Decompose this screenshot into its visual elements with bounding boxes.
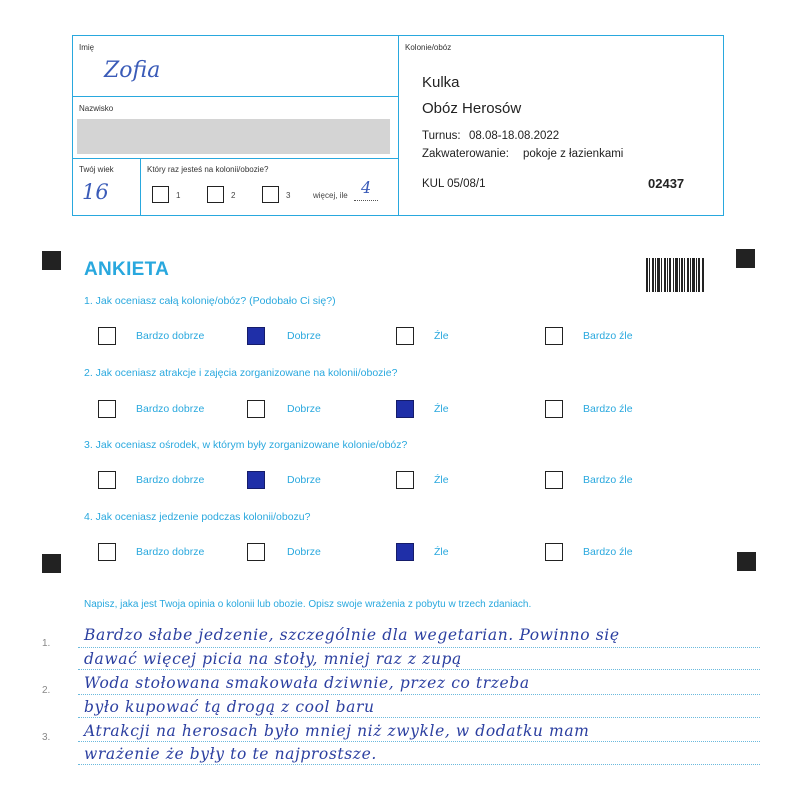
q4-zle-label: Źle [434,546,449,558]
q2-bardzo-dobrze-label: Bardzo dobrze [136,403,205,415]
nazwisko-redacted [77,119,390,154]
header-divider-1 [72,96,399,97]
handwritten-line-6: wrażenie że były to te najprostsze. [84,745,377,763]
q1-dobrze-label: Dobrze [287,330,321,342]
q4-dobrze-label: Dobrze [287,546,321,558]
q4-dobrze-checkbox[interactable] [247,543,265,561]
q4-zle-checkbox[interactable] [396,543,414,561]
ktory-raz-label: Który raz jesteś na kolonii/obozie? [147,165,269,174]
registration-marker-tr [736,249,755,268]
answer-line-6 [78,764,760,765]
zakwaterowanie-value: pokoje z łazienkami [523,148,624,160]
camp-label: Kolonie/obóz [405,43,452,52]
camp-code: KUL 05/08/1 [422,178,486,190]
question-4: 4. Jak oceniasz jedzenie podczas kolonii/obozu? [84,511,311,523]
registration-marker-tl [42,251,61,270]
q3-dobrze-label: Dobrze [287,474,321,486]
line-number-2: 2. [42,685,51,696]
nazwisko-label: Nazwisko [79,104,114,113]
camp-number: 02437 [648,176,685,191]
q4-bardzo-dobrze-checkbox[interactable] [98,543,116,561]
handwritten-line-3: Woda stołowana smakowała dziwnie, przez co trzeba [84,674,530,692]
q3-bardzo-dobrze-checkbox[interactable] [98,471,116,489]
handwritten-line-2: dawać więcej picia na stoły, mniej raz z zupą [84,650,462,668]
turnus-value: 08.08-18.08.2022 [469,130,560,142]
registration-marker-br [737,552,756,571]
handwritten-line-1: Bardzo słabe jedzenie, szczególnie dla wegetarian. Powinno się [84,626,620,644]
zakwaterowanie-label: Zakwaterowanie: [422,148,509,160]
line-number-3: 3. [42,732,51,743]
q2-bardzo-zle-label: Bardzo źle [583,403,633,415]
imie-value: Zofia [104,58,161,83]
handwritten-line-4: było kupować tą drogą z cool baru [84,698,375,716]
visit-checkbox-3[interactable] [262,186,279,203]
barcode-icon [646,258,704,292]
q3-bardzo-zle-label: Bardzo źle [583,474,633,486]
q3-bardzo-dobrze-label: Bardzo dobrze [136,474,205,486]
q2-bardzo-zle-checkbox[interactable] [545,400,563,418]
line-number-1: 1. [42,638,51,649]
q1-zle-checkbox[interactable] [396,327,414,345]
answer-line-2 [78,669,760,670]
header-divider-2 [72,158,399,159]
open-question-prompt: Napisz, jaka jest Twoja opinia o kolonii lub obozie. Opisz swoje wrażenia z pobytu w trzech zdaniach. [84,599,532,610]
q3-bardzo-zle-checkbox[interactable] [545,471,563,489]
camp-name: Kulka [422,74,460,91]
survey-title: ANKIETA [84,259,170,280]
wiek-value: 16 [82,180,109,204]
q2-zle-label: Źle [434,403,449,415]
answer-line-3 [78,694,760,695]
q4-bardzo-zle-checkbox[interactable] [545,543,563,561]
wiecej-value: 4 [361,178,372,197]
question-2: 2. Jak oceniasz atrakcje i zajęcia zorganizowane na kolonii/obozie? [84,367,398,379]
camp-subname: Obóz Herosów [422,100,522,117]
question-3: 3. Jak oceniasz ośrodek, w którym były zorganizowane kolonie/obóz? [84,439,408,451]
visit-option-2: 2 [231,191,236,200]
turnus-label: Turnus: [422,130,461,142]
visit-checkbox-2[interactable] [207,186,224,203]
wiecej-label: więcej, ile [313,191,348,200]
visit-option-3: 3 [286,191,291,200]
q2-dobrze-label: Dobrze [287,403,321,415]
q1-bardzo-dobrze-label: Bardzo dobrze [136,330,205,342]
q1-bardzo-zle-checkbox[interactable] [545,327,563,345]
q4-bardzo-zle-label: Bardzo źle [583,546,633,558]
q1-bardzo-dobrze-checkbox[interactable] [98,327,116,345]
q4-bardzo-dobrze-label: Bardzo dobrze [136,546,205,558]
question-1: 1. Jak oceniasz całą kolonię/obóz? (Podobało Ci się?) [84,295,336,307]
handwritten-line-5: Atrakcji na herosach było mniej niż zwykle, w dodatku mam [84,722,590,740]
answer-line-5 [78,741,760,742]
q1-dobrze-checkbox[interactable] [247,327,265,345]
q3-zle-checkbox[interactable] [396,471,414,489]
answer-line-4 [78,717,760,718]
q1-bardzo-zle-label: Bardzo źle [583,330,633,342]
q2-bardzo-dobrze-checkbox[interactable] [98,400,116,418]
wiecej-dotline [354,200,378,201]
wiek-label: Twój wiek [79,165,114,174]
registration-marker-bl [42,554,61,573]
q3-zle-label: Źle [434,474,449,486]
q3-dobrze-checkbox[interactable] [247,471,265,489]
visit-checkbox-1[interactable] [152,186,169,203]
answer-line-1 [78,647,760,648]
visit-option-1: 1 [176,191,181,200]
q2-dobrze-checkbox[interactable] [247,400,265,418]
imie-label: Imię [79,43,95,52]
q2-zle-checkbox[interactable] [396,400,414,418]
header-divider-3 [140,158,141,216]
q1-zle-label: Źle [434,330,449,342]
